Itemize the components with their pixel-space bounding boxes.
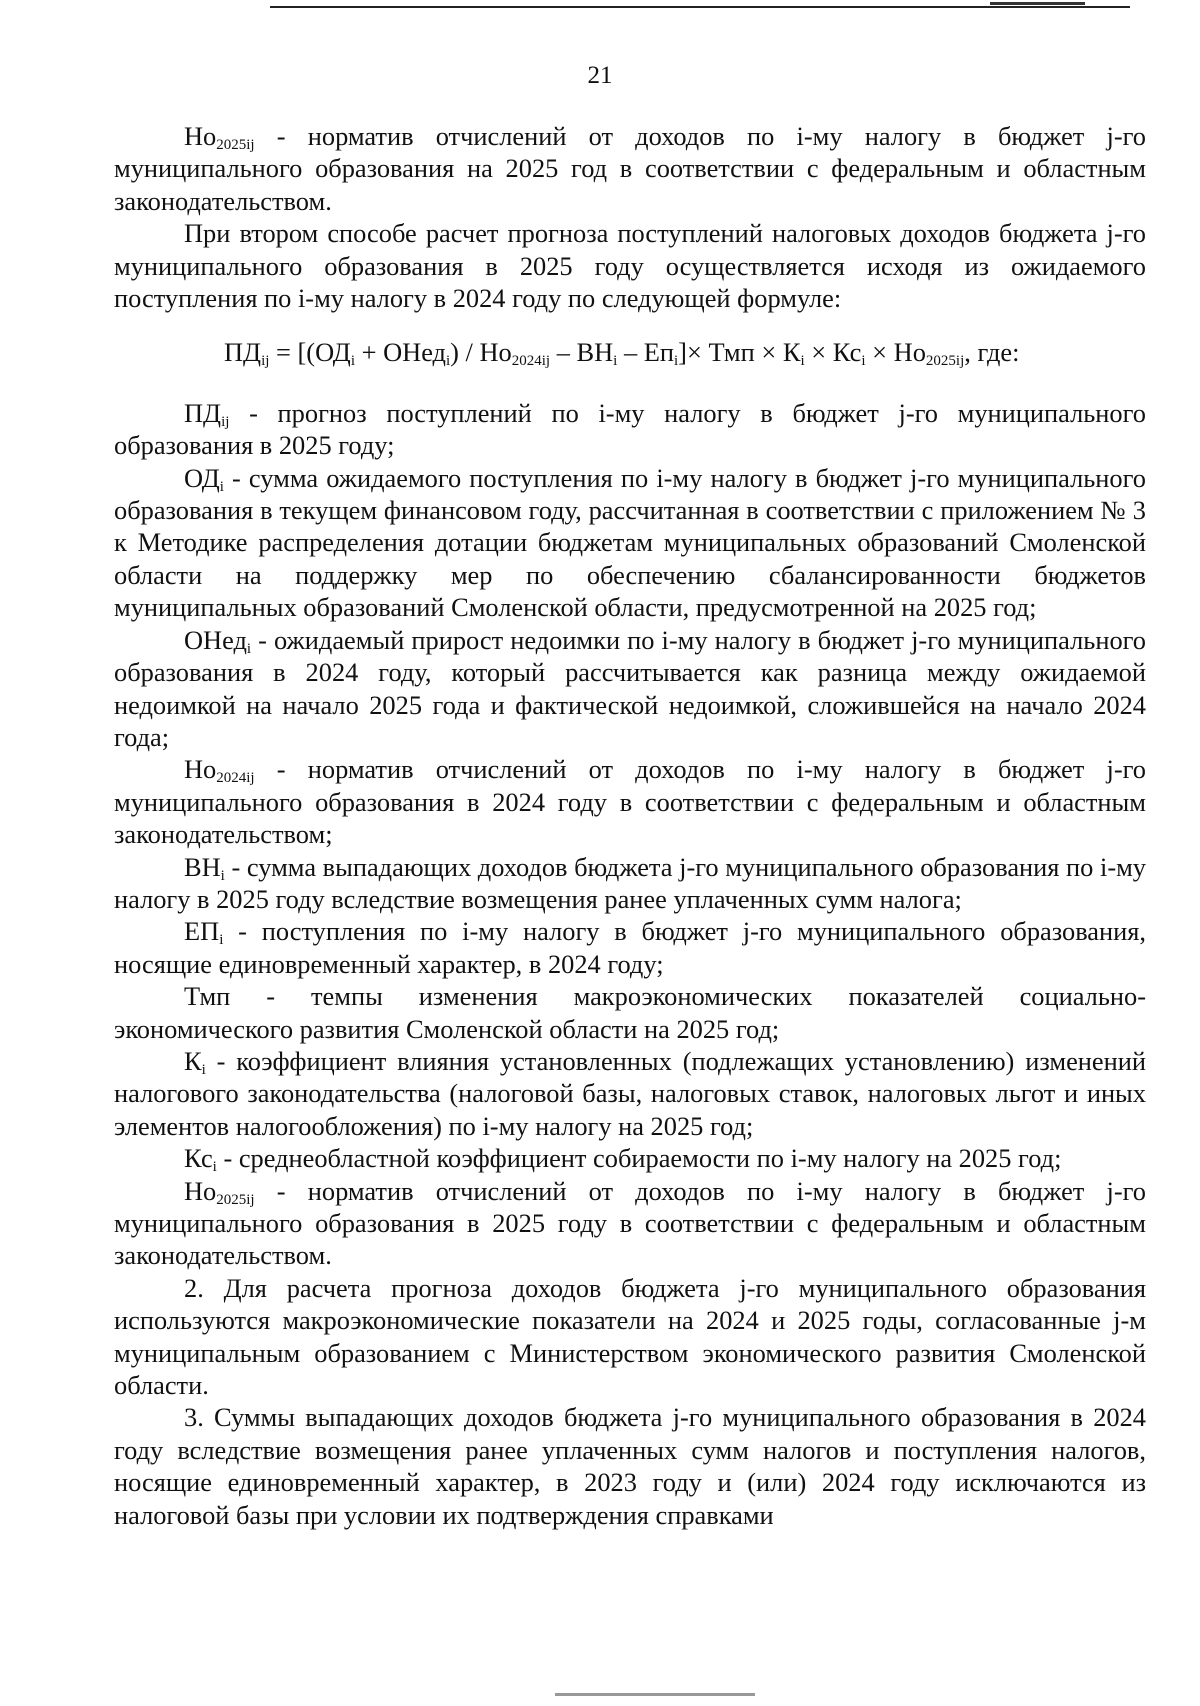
scan-edge-line — [270, 6, 1130, 8]
paragraph-vn-definition: $ВН_i$ - сумма выпадающих доходов бюджета j-го муниципального образования по i-му налогу в 2025 году вследствие возмещения ранее уплаченных сумм налога; — [114, 851, 1146, 914]
forecast-formula: $ПД_{ij} = [(ОД_i$ + ОНед$_i$) / $Но_{2024ij} - ВН_i - Еп_i]\times$ Тмп × $К_i \times Кс_i \times Но_{2025ij}$, где: — [224, 337, 1020, 370]
scan-bottom-artifact — [555, 1693, 755, 1696]
page-number: 21 — [587, 62, 613, 89]
paragraph-k-definition: $К_i$ - коэффициент влияния установленных (подлежащих установлению) изменений налогового законодательства (налоговой базы, налоговых ставок, налоговых льгот и иных элементов налогообложения) по i-му налогу на 2025 год; — [114, 1045, 1146, 1141]
paragraph-pd-definition: $ПД_{ij}$ - прогноз поступлений по i-му налогу в бюджет j-го муниципального образования в 2025 году; — [114, 397, 1146, 461]
paragraph-od-definition: $ОД_i$ - сумма ожидаемого поступления по i-му налогу в бюджет j-го муниципального образования в текущем финансовом году, рассчитанная в соответствии с приложением № 3 к Методике распределения дотации бюджетам муниципальных образований Смоленской области на поддержку мер по обеспечению сбалансированности бюджетов муниципальных образований Смоленской области, предусмотренной на 2025 год; — [114, 462, 1146, 623]
paragraph-tmp-definition: Тмп - темпы изменения макроэкономических показателей социально-экономического развития Смоленской области на 2025 год; — [114, 981, 1146, 1044]
scan-edge-mark — [990, 2, 1085, 5]
paragraph-ks-definition: $Кс_i$ - среднеобластной коэффициент собираемости по i-му налогу на 2025 год; — [184, 1143, 1062, 1176]
paragraph-no2025-definition: $Но_{2025ij}$ - норматив отчислений от доходов по i-му налогу в бюджет j-го муниципального образования на 2025 год в соответствии с федеральным и областным законодательством. — [114, 121, 1146, 216]
paragraph-no2024-definition: $Но_{2024ij}$ - норматив отчислений от доходов по i-му налогу в бюджет j-го муниципального образования в 2024 году в соответствии с федеральным и областным законодательством; — [114, 754, 1146, 850]
paragraph-oned-definition: ОНед$_i$ - ожидаемый прирост недоимки по i-му налогу в бюджет j-го муниципального образования в 2024 году, который рассчитывается как разница между ожидаемой недоимкой на начало 2025 года и фактической недоимкой, сложившейся на начало 2024 года; — [114, 624, 1146, 752]
paragraph-item-3: 3. Суммы выпадающих доходов бюджета j-го муниципального образования в 2024 году вследствие возмещения ранее уплаченных сумм налогов и поступления налогов, носящие единовременный характер, в 2023 году и (или) 2024 году исключаются из налоговой базы при условии их подтверждения справками — [114, 1402, 1146, 1530]
paragraph-second-method: При втором способе расчет прогноза поступлений налоговых доходов бюджета j-го муниципального образования в 2025 году осуществляется исходя из ожидаемого поступления по i-му налогу в 2024 году по следующей формуле: — [114, 218, 1146, 314]
document-body — [114, 120, 1146, 1541]
paragraph-ep-definition: $ЕП_i$ - поступления по i-му налогу в бюджет j-го муниципального образования, носящие единовременный характер, в 2024 году; — [114, 916, 1146, 979]
paragraph-item-2: 2. Для расчета прогноза доходов бюджета j-го муниципального образования используются макроэкономические показатели на 2024 и 2025 годы, согласованные j-м муниципальным образованием с Министерством экономического развития Смоленской области. — [114, 1272, 1146, 1401]
paragraph-no2025-definition-2: $Но_{2025ij}$ - норматив отчислений от доходов по i-му налогу в бюджет j-го муниципального образования в 2025 году в соответствии с федеральным и областным законодательством. — [114, 1175, 1146, 1271]
